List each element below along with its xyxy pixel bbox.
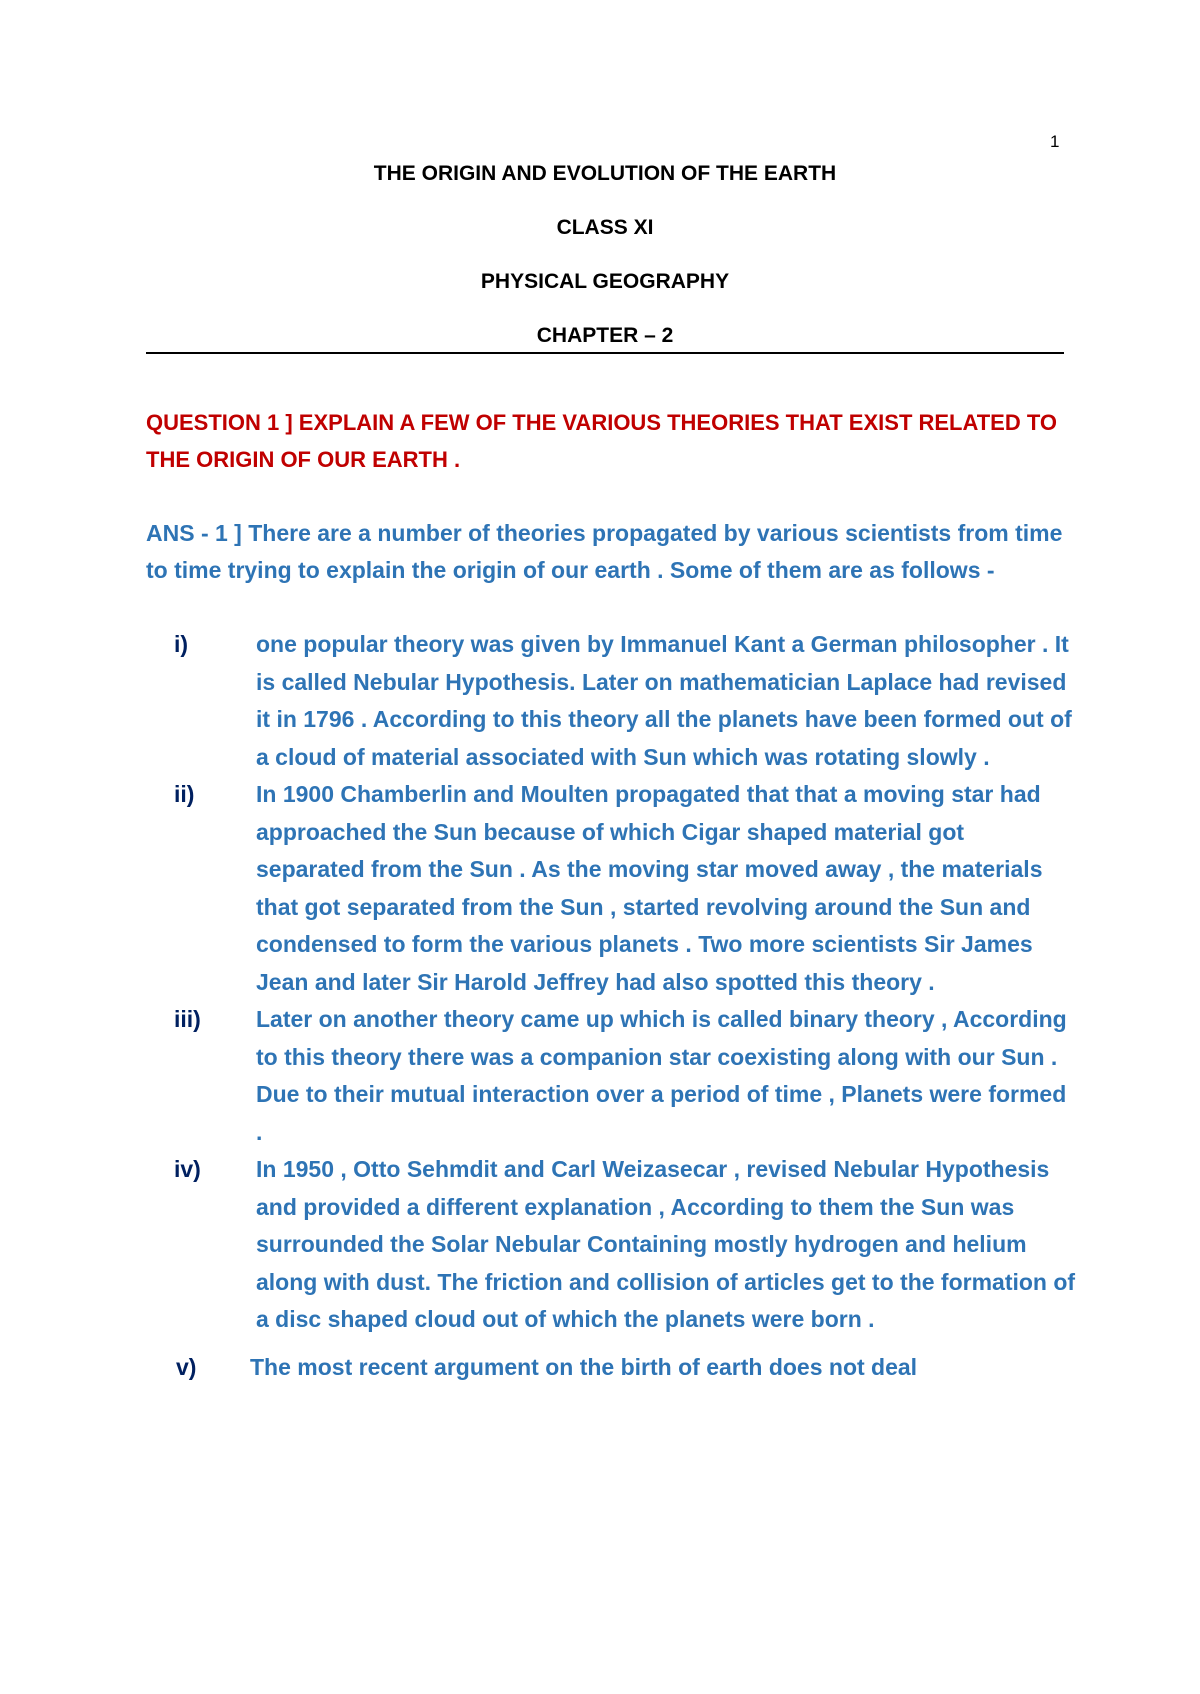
list-item bbox=[146, 776, 1076, 1001]
list-item bbox=[146, 1349, 1076, 1387]
list-item-text: In 1950 , Otto Sehmdit and Carl Weizasecar , revised Nebular Hypothesis and provided a different explanation , According to them the Sun was surrounded the Solar Nebular Containing mostly hydrogen and helium along with dust. The friction and collision of articles get to the formation of a disc shaped cloud out of which the planets were born . bbox=[256, 1156, 1076, 1332]
page-number: 1 bbox=[1050, 132, 1060, 151]
theory-list bbox=[146, 626, 1076, 1386]
list-item bbox=[146, 626, 1076, 776]
header-divider bbox=[146, 352, 1064, 354]
chapter-label: CHAPTER – 2 bbox=[536, 324, 674, 347]
list-marker: ii) bbox=[174, 781, 195, 807]
answer-intro: ANS - 1 ] There are a number of theories propagated by various scientists from time to time trying to explain the origin of our earth . Some of them are as follows - bbox=[146, 520, 1063, 583]
subject-label: PHYSICAL GEOGRAPHY bbox=[480, 270, 730, 293]
class-label: CLASS XI bbox=[556, 216, 654, 239]
list-item bbox=[146, 1151, 1076, 1339]
list-item-text: The most recent argument on the birth of earth does not deal bbox=[250, 1353, 918, 1380]
list-item bbox=[146, 1001, 1076, 1151]
list-marker: iv) bbox=[174, 1156, 201, 1182]
question-text: QUESTION 1 ] EXPLAIN A FEW OF THE VARIOUS THEORIES THAT EXIST RELATED TO THE ORIGIN OF OUR EARTH . bbox=[146, 410, 1058, 472]
list-item-text: Later on another theory came up which is called binary theory , According to this theory there was a companion star coexisting along with our Sun . Due to their mutual interaction over a period of time , Planets were formed . bbox=[256, 1006, 1067, 1145]
list-marker: v) bbox=[176, 1353, 197, 1380]
list-item-text: one popular theory was given by Immanuel Kant a German philosopher . It is called Nebular Hypothesis. Later on mathematician Laplace had revised it in 1796 . According to this theory all the planets have been formed out of a cloud of material associated with Sun which was rotating slowly . bbox=[256, 631, 1072, 770]
list-item-text: In 1900 Chamberlin and Moulten propagated that that a moving star had approached the Sun because of which Cigar shaped material got separated from the Sun . As the moving star moved away , the materials that got separated from the Sun , started revolving around the Sun and condensed to form the various planets . Two more scientists Sir James Jean and later Sir Harold Jeffrey had also spotted this theory . bbox=[256, 781, 1043, 995]
list-marker: iii) bbox=[174, 1006, 201, 1032]
list-marker: i) bbox=[174, 631, 189, 657]
document-title: THE ORIGIN AND EVOLUTION OF THE EARTH bbox=[373, 162, 837, 185]
